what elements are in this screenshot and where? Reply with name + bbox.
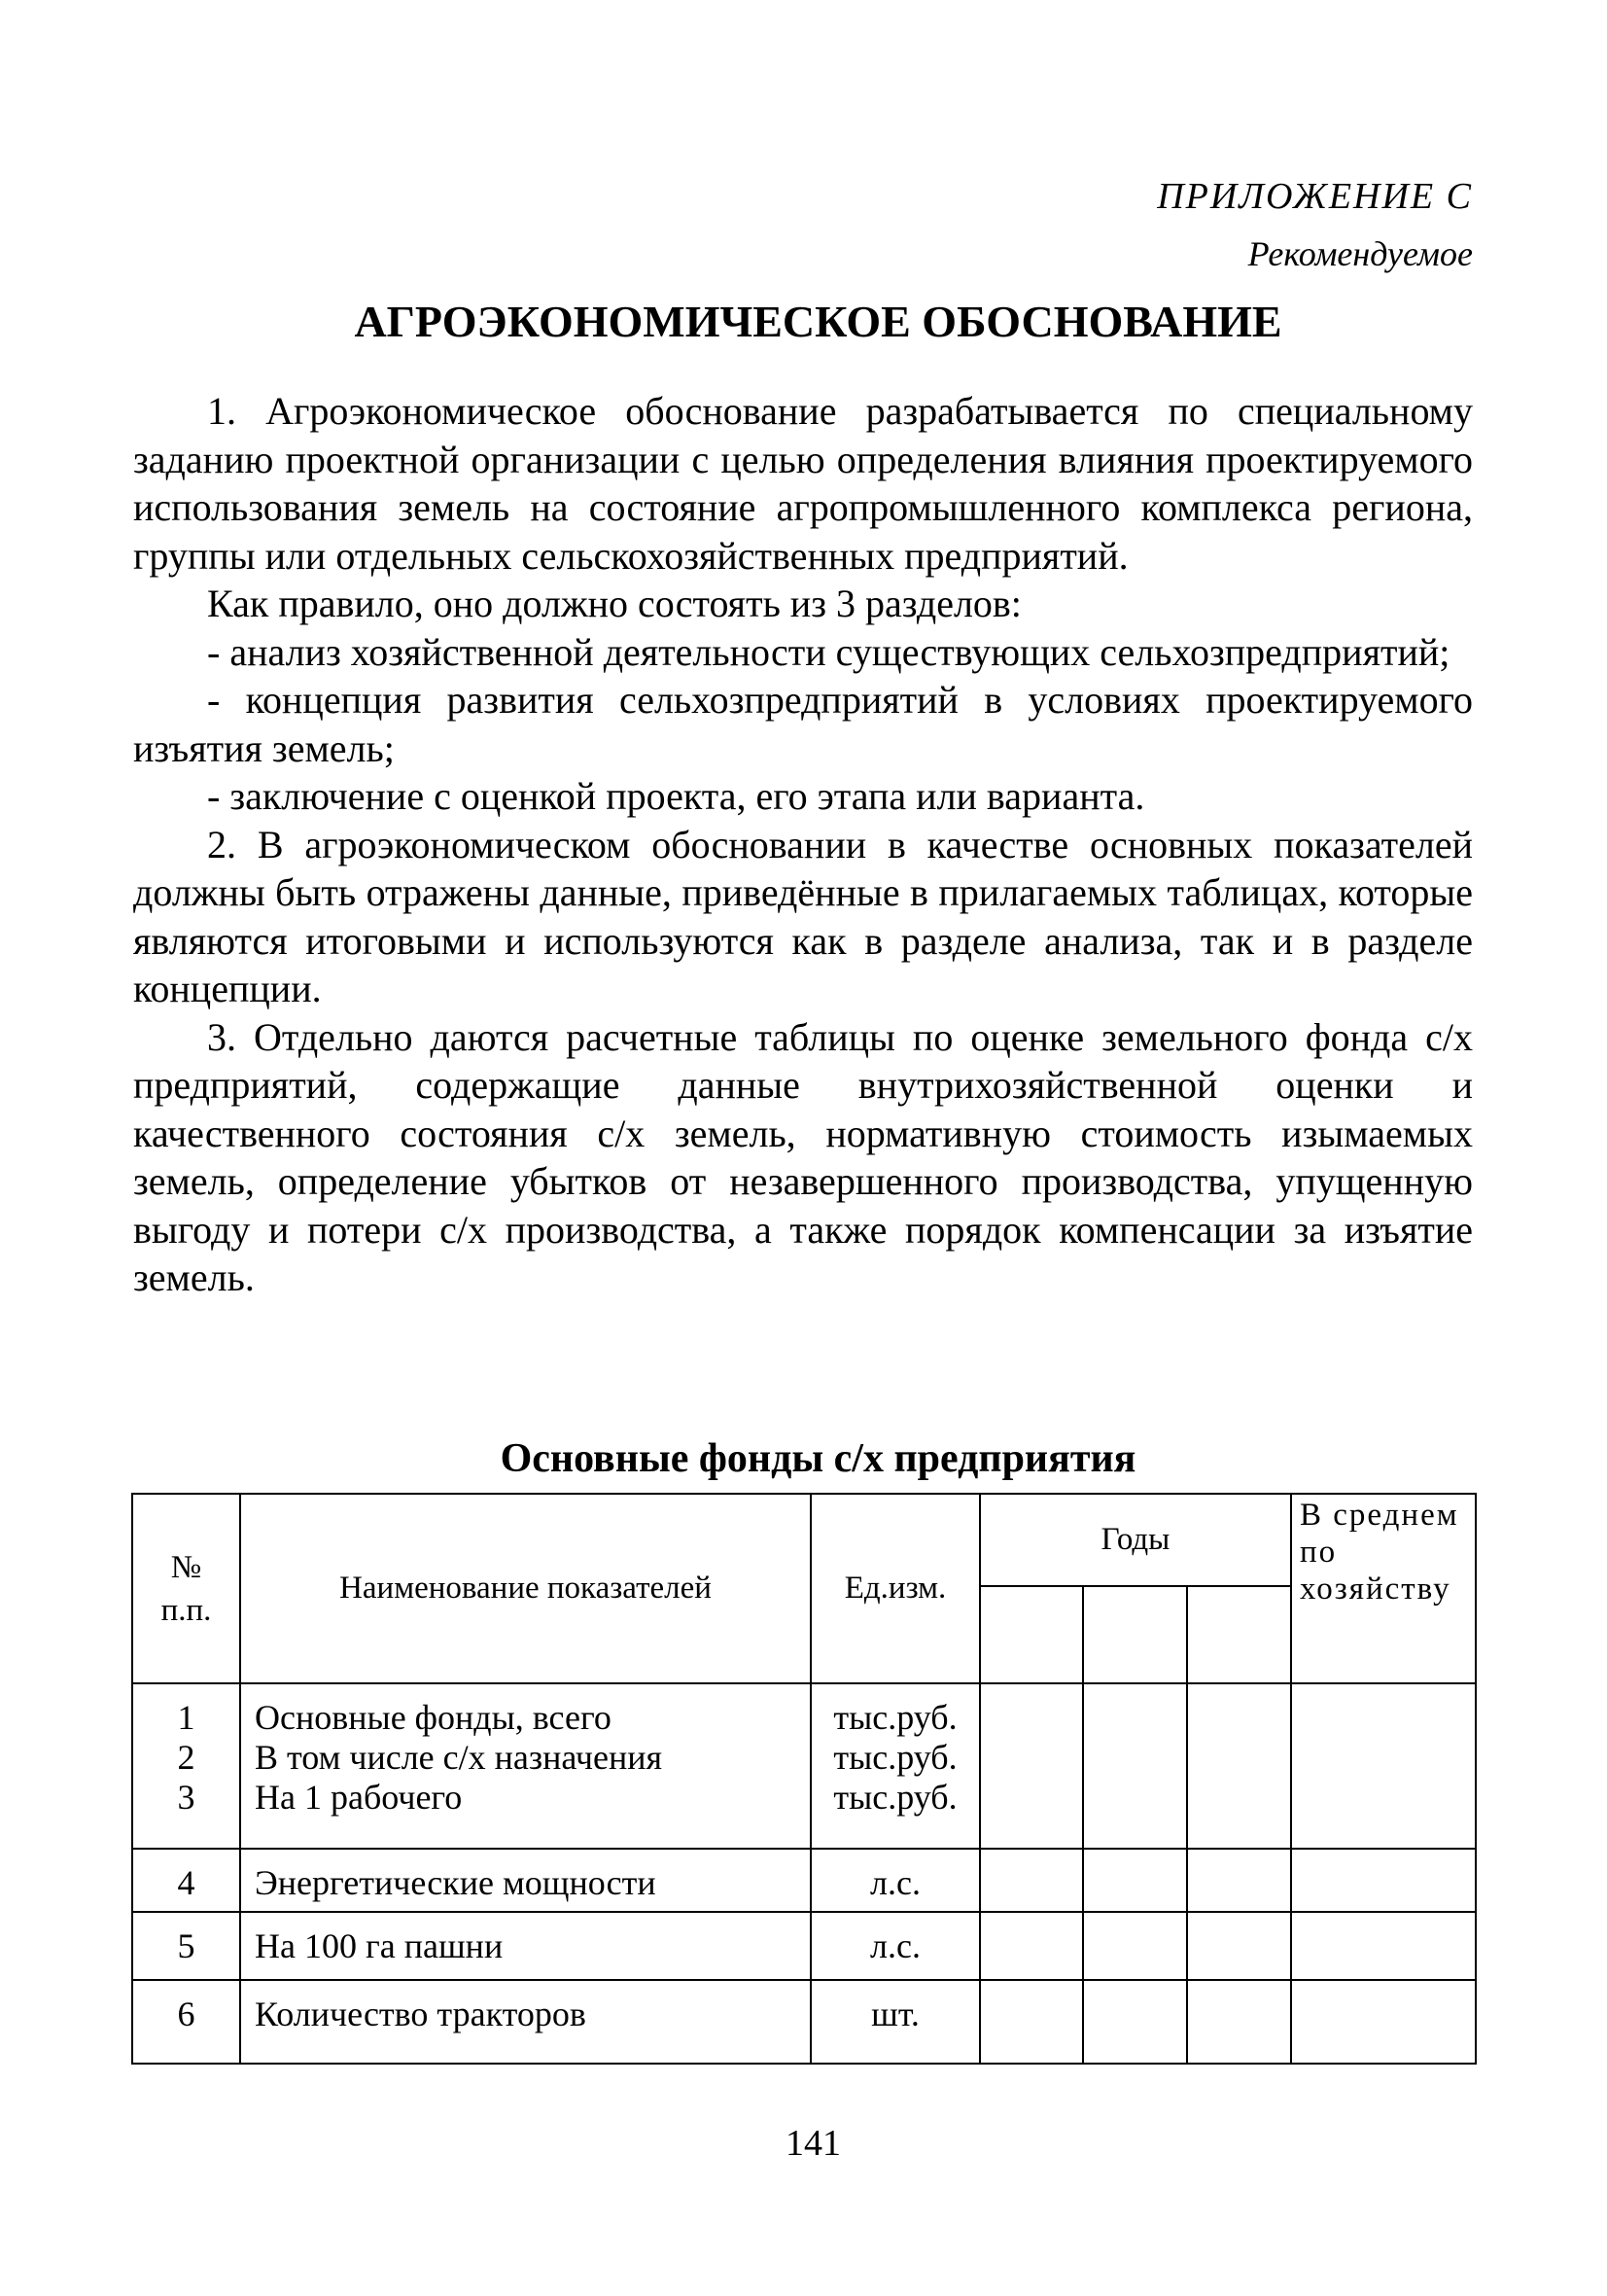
table-cell-empty (1291, 1980, 1476, 2064)
row-indicator: На 100 га пашни (240, 1912, 811, 1980)
row-indicator: Количество тракторов (240, 1980, 811, 2064)
header-unit: Ед.изм. (811, 1494, 980, 1683)
header-number: № п.п. (132, 1494, 240, 1683)
table-cell-empty (980, 1912, 1083, 1980)
appendix-status: Рекомендуемое (1247, 234, 1473, 273)
table-cell-empty (1291, 1912, 1476, 1980)
page-title: АГРОЭКОНОМИЧЕСКОЕ ОБОСНОВАНИЕ (354, 297, 1282, 346)
table-cell-empty (1187, 1912, 1291, 1980)
paragraph-section-concept: - концепция развития сельхозпредприятий в условиях проектируемого изъятия земель; (133, 678, 1473, 770)
table-cell-empty (980, 1849, 1083, 1912)
header-years: Годы (980, 1494, 1291, 1586)
row-numbers: 1 2 3 (132, 1683, 240, 1849)
table-cell-empty (1187, 1683, 1291, 1849)
paragraph-3: 3. Отдельно даются расчетные таблицы по оценке земельного фонда с/х предприятий, содержащие данные внутрихозяйственной оценки и качественного состояния с/х земель, нормативную стоимость изымаемых земель, определение убытков от незавершенного производства, упущенную выгоду и потери с/х производства, а также порядок компенсации за изъятие земель. (133, 1014, 1473, 1299)
table-cell-empty (980, 1980, 1083, 2064)
row-number: 4 (132, 1849, 240, 1912)
row-indicator: Энергетические мощности (240, 1849, 811, 1912)
paragraph-1: 1. Агроэкономическое обоснование разрабатывается по специальному заданию проектной организации с целью определения влияния проектируемого использования земель на состояние агропромышленного комплекса региона, группы или отдельных сельскохозяйственных предприятий. (133, 389, 1473, 578)
row-units: тыс.руб. тыс.руб. тыс.руб. (811, 1683, 980, 1849)
table-cell-empty (1083, 1849, 1187, 1912)
paragraph-section-analysis: - анализ хозяйственной деятельности существующих сельхозпредприятий; (207, 629, 1450, 674)
row-indicators: Основные фонды, всего В том числе с/х назначения На 1 рабочего (240, 1683, 811, 1849)
row-unit: л.с. (811, 1849, 980, 1912)
table-row-group (132, 1683, 1476, 1849)
header-indicator-name: Наименование показателей (240, 1494, 811, 1683)
appendix-label: ПРИЛОЖЕНИЕ С (1157, 176, 1473, 217)
header-year-2 (1083, 1586, 1187, 1683)
page-number: 141 (786, 2123, 841, 2164)
header-farm-average: В среднем по хозяйству (1291, 1494, 1476, 1683)
row-unit: л.с. (811, 1912, 980, 1980)
table-cell-empty (980, 1683, 1083, 1849)
fixed-assets-table (131, 1493, 1477, 2065)
table-caption: Основные фонды с/х предприятия (500, 1436, 1136, 1481)
header-year-3 (1187, 1586, 1291, 1683)
paragraph-section-conclusion: - заключение с оценкой проекта, его этапа или варианта. (207, 774, 1145, 818)
table-row (132, 1980, 1476, 2064)
table-header-row (132, 1494, 1476, 1586)
table-row (132, 1849, 1476, 1912)
table-cell-empty (1291, 1849, 1476, 1912)
body-text (133, 387, 1473, 1302)
table-cell-empty (1187, 1849, 1291, 1912)
table-row (132, 1912, 1476, 1980)
table-cell-empty (1291, 1683, 1476, 1849)
header-year-1 (980, 1586, 1083, 1683)
row-number: 5 (132, 1912, 240, 1980)
row-unit: шт. (811, 1980, 980, 2064)
table-cell-empty (1187, 1980, 1291, 2064)
table-cell-empty (1083, 1683, 1187, 1849)
table-cell-empty (1083, 1912, 1187, 1980)
paragraph-sections-intro: Как правило, оно должно состоять из 3 разделов: (207, 582, 1022, 625)
paragraph-2: 2. В агроэкономическом обосновании в качестве основных показателей должны быть отражены данные, приведённые в прилагаемых таблицах, которые являются итоговыми и используются как в разделе анализа, так и в разделе концепции. (133, 822, 1473, 1010)
row-number: 6 (132, 1980, 240, 2064)
table-cell-empty (1083, 1980, 1187, 2064)
